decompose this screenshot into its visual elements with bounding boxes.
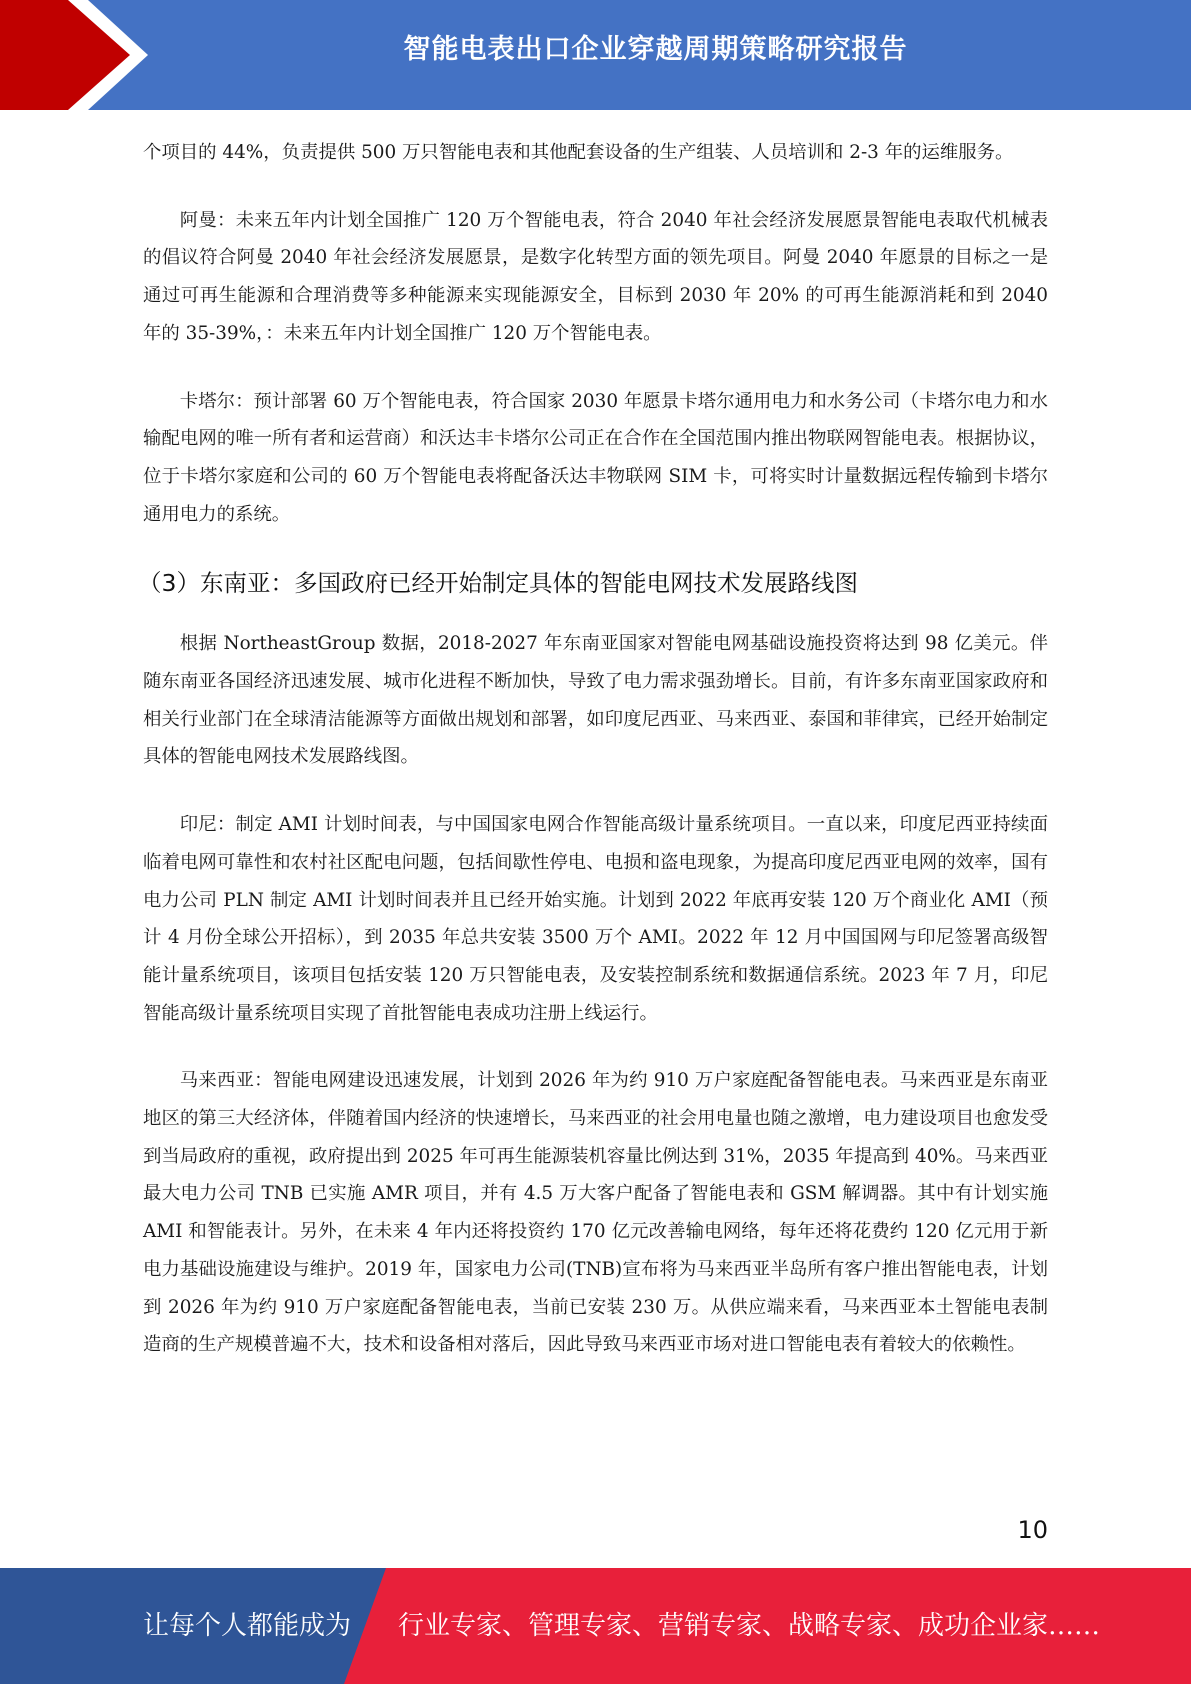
page-number: 10 xyxy=(1017,1516,1048,1544)
footer-slogan-right: 行业专家、管理专家、营销专家、战略专家、成功企业家…… xyxy=(398,1611,1101,1641)
paragraph-oman: 阿曼：未来五年内计划全国推广 120 万个智能电表，符合 2040 年社会经济发展愿景智能电表取代机械表的倡议符合阿曼 2040 年社会经济发展愿景，是数字化转型方面的领先项目。阿曼 2040 年愿景的目标之一是通过可再生能源和合理消费等多种能源来实现能源安全，目标到 2030 年 20% 的可再生能源消耗和到 2040 年的 35-39%，：未来五年内计划全国推广 120 万个智能电表。 xyxy=(143,209,1048,344)
footer-slogan-left: 让每个人都能成为 xyxy=(143,1611,352,1641)
page-header xyxy=(0,0,1191,110)
paragraph-indonesia: 印尼：制定 AMI 计划时间表，与中国国家电网合作智能高级计量系统项目。一直以来，印度尼西亚持续面临着电网可靠性和农村社区配电问题，包括间歇性停电、电损和盗电现象，为提高印度尼西亚电网的效率，国有电力公司 PLN 制定 AMI 计划时间表并且已经开始实施。计划到 2022 年底再安装 120 万个商业化 AMI（预计 4 月份全球公开招标），到 2035 年总共安装 3500 万个 AMI。2022 年 12 月中国国网与印尼签署高级智能计量系统项目，该项目包括安装 120 万只智能电表，及安装控制系统和数据通信系统。2023 年 7 月，印尼智能高级计量系统项目实现了首批智能电表成功注册上线运行。 xyxy=(143,814,1048,1024)
page-footer xyxy=(0,1568,1191,1684)
paragraph-qatar: 卡塔尔：预计部署 60 万个智能电表，符合国家 2030 年愿景卡塔尔通用电力和水务公司（卡塔尔电力和水输配电网的唯一所有者和运营商）和沃达丰卡塔尔公司正在合作在全国范围内推出物联网智能电表。根据协议，位于卡塔尔家庭和公司的 60 万个智能电表将配备沃达丰物联网 SIM 卡，可将实时计量数据远程传输到卡塔尔通用电力的系统。 xyxy=(143,390,1048,525)
section-heading-southeast-asia: （3）东南亚：多国政府已经开始制定具体的智能电网技术发展路线图 xyxy=(138,569,858,598)
paragraph-southeast-asia-intro: 根据 NortheastGroup 数据，2018-2027 年东南亚国家对智能电网基础设施投资将达到 98 亿美元。伴随东南亚各国经济迅速发展、城市化进程不断加快，导致了电力需求强劲增长。目前，有许多东南亚国家政府和相关行业部门在全球清洁能源等方面做出规划和部署，如印度尼西亚、马来西亚、泰国和菲律宾，已经开始制定具体的智能电网技术发展路线图。 xyxy=(143,633,1048,768)
main-content xyxy=(138,134,1048,1394)
report-title: 智能电表出口企业穿越周期策略研究报告 xyxy=(403,34,908,65)
paragraph-saudi-continuation: 个项目的 44%，负责提供 500 万只智能电表和其他配套设备的生产组装、人员培训和 2-3 年的运维服务。 xyxy=(143,142,1014,163)
paragraph-malaysia: 马来西亚：智能电网建设迅速发展，计划到 2026 年为约 910 万户家庭配备智能电表。马来西亚是东南亚地区的第三大经济体，伴随着国内经济的快速增长，马来西亚的社会用电量也随之激增，电力建设项目也愈发受到当局政府的重视，政府提出到 2025 年可再生能源装机容量比例达到 31%，2035 年提高到 40%。马来西亚最大电力公司 TNB 已实施 AMR 项目，并有 4.5 万大客户配备了智能电表和 GSM 解调器。其中有计划实施 AMI 和智能表计。另外，在未来 4 年内还将投资约 170 亿元改善输电网络，每年还将花费约 120 亿元用于新电力基础设施建设与维护。2019 年，国家电力公司(TNB)宣布将为马来西亚半岛所有客户推出智能电表，计划到 2026 年为约 910 万户家庭配备智能电表，当前已安装 230 万。从供应端来看，马来西亚本土智能电表制造商的生产规模普遍不大，技术和设备相对落后，因此导致马来西亚市场对进口智能电表有着较大的依赖性。 xyxy=(143,1070,1048,1356)
